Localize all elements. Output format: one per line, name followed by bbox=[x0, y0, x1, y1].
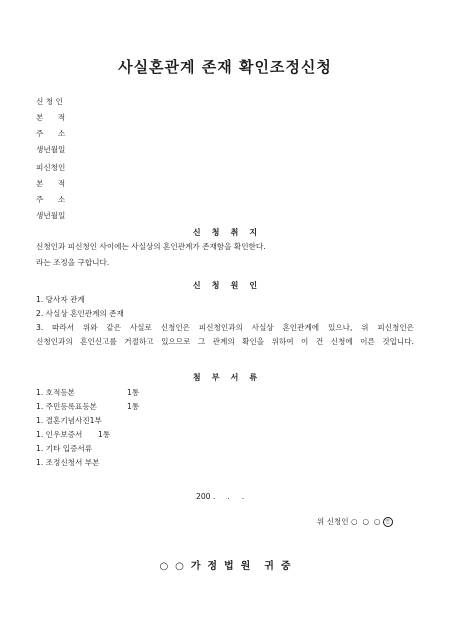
applicant-domicile-label: 본 적 bbox=[36, 113, 66, 122]
applicant-label: 신 청 인 bbox=[36, 97, 63, 106]
cause-line: 1. 당사자 관계 bbox=[36, 295, 85, 304]
seal-icon: 인 bbox=[383, 517, 393, 527]
attachment-count: 1통 bbox=[127, 402, 140, 411]
court-addressee: ○ ○ 가 정 법 원 귀 중 bbox=[159, 561, 291, 572]
purpose-line: 신청인과 피신청인 사이에는 사실상의 혼인관계가 존재함을 확인한다. bbox=[36, 242, 266, 251]
signature-text: 위 신청인 ○ ○ ○ bbox=[316, 517, 381, 526]
attachment-count: 1통 bbox=[98, 430, 111, 439]
cause-line: 3. 따라서 위와 같은 사실로 신청인은 피신청인과의 사실상 혼인관계에 있으나, 위 피신청인은 bbox=[36, 323, 414, 332]
attachments-heading: 첨 부 서 류 bbox=[192, 373, 258, 382]
application-date: 200 . . . bbox=[196, 492, 245, 501]
cause-heading: 신 청 원 인 bbox=[192, 281, 258, 290]
respondent-birthdate-label: 생년월일 bbox=[36, 211, 66, 220]
attachment-item: 1. 결혼기념사진1부 bbox=[36, 416, 102, 425]
cause-line: 2. 사실상 혼인관계의 존재 bbox=[36, 309, 124, 318]
respondent-address-label: 주 소 bbox=[36, 195, 66, 204]
document-title: 사실혼관계 존재 확인조정신청 bbox=[118, 58, 332, 76]
purpose-heading: 신 청 취 지 bbox=[192, 228, 258, 237]
cause-line: 신청인과의 혼인신고를 거절하고 있으므로 그 관계의 확인을 위하여 이 건 신청에 이른 것입니다. bbox=[36, 337, 414, 346]
attachment-item: 1. 인우보증서 bbox=[36, 430, 83, 439]
attachment-item: 1. 호적등본 bbox=[36, 388, 76, 397]
attachment-item: 1. 기타 입증서류 bbox=[36, 444, 93, 453]
respondent-label: 피신청인 bbox=[36, 163, 66, 172]
attachment-item: 1. 주민등록표등본 bbox=[36, 402, 98, 411]
applicant-address-label: 주 소 bbox=[36, 129, 66, 138]
respondent-domicile-label: 본 적 bbox=[36, 179, 66, 188]
attachment-count: 1통 bbox=[127, 388, 140, 397]
signature-line bbox=[312, 507, 393, 527]
applicant-birthdate-label: 생년월일 bbox=[36, 145, 66, 154]
attachment-item: 1. 조정신청서 부본 bbox=[36, 458, 100, 467]
purpose-line: 라는 조정을 구합니다. bbox=[36, 258, 110, 267]
